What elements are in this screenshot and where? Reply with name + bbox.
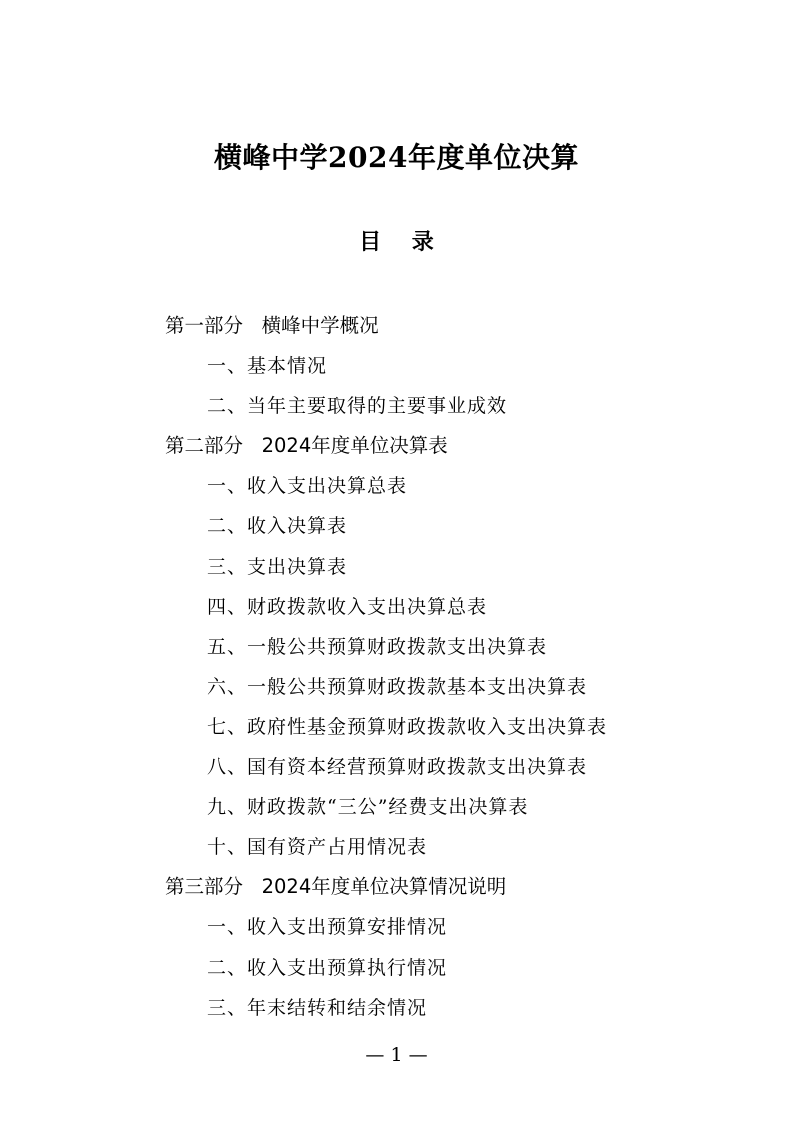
toc-part-3: 第三部分 2024年度单位决算情况说明	[165, 875, 507, 899]
toc-item: 七、政府性基金预算财政拨款收入支出决算表	[207, 715, 608, 738]
table-of-contents	[0, 306, 793, 1028]
toc-item: 二、收入决算表	[207, 515, 348, 538]
toc-item: 二、收入支出预算执行情况	[207, 956, 448, 979]
toc-item: 六、一般公共预算财政拨款基本支出决算表	[207, 675, 588, 698]
page-number: — 1 —	[365, 1044, 428, 1066]
toc-item: 五、一般公共预算财政拨款支出决算表	[207, 635, 548, 658]
toc-item: 一、收入支出决算总表	[207, 475, 408, 498]
toc-item: 三、年末结转和结余情况	[207, 996, 428, 1019]
toc-heading: 目 录	[359, 230, 434, 255]
toc-item: 二、当年主要取得的主要事业成效	[207, 395, 508, 418]
document-title: 横峰中学2024年度单位决算	[214, 141, 579, 174]
toc-item: 四、财政拨款收入支出决算总表	[207, 595, 488, 618]
toc-item: 八、国有资本经营预算财政拨款支出决算表	[207, 756, 588, 779]
toc-item: 三、支出决算表	[207, 555, 348, 578]
toc-item: 九、财政拨款“三公”经费支出决算表	[207, 796, 529, 819]
toc-item: 一、基本情况	[207, 355, 328, 378]
toc-part-1: 第一部分 横峰中学概况	[165, 314, 379, 337]
toc-part-2: 第二部分 2024年度单位决算表	[165, 434, 448, 458]
toc-item: 十、国有资产占用情况表	[207, 836, 428, 859]
toc-item: 一、收入支出预算安排情况	[207, 916, 448, 939]
